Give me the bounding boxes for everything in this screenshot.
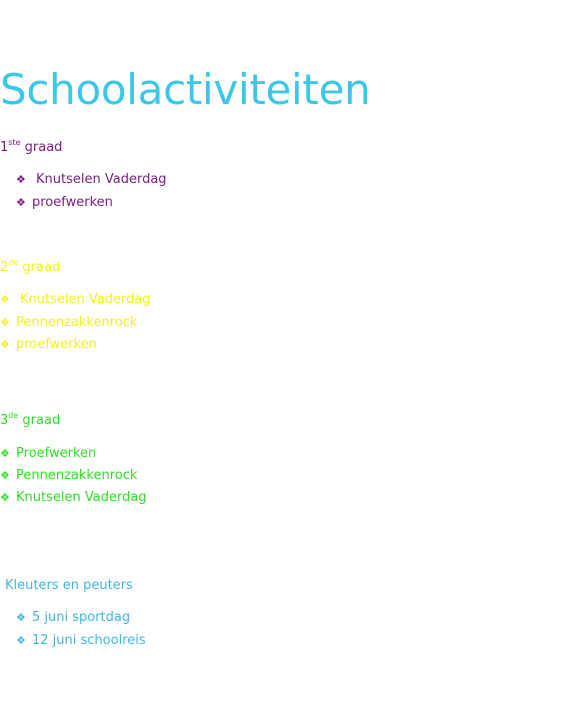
section-1-item-2 (16, 195, 113, 211)
section-2-number: 2 (0, 260, 9, 275)
list-item-text: Pennenzakkenrock (16, 468, 138, 483)
section-2-item-1 (0, 292, 151, 308)
diamond-bullet-icon: ❖ (16, 611, 26, 624)
section-3-number: 3 (0, 413, 9, 428)
diamond-bullet-icon: ❖ (0, 491, 10, 504)
section-2-item-2 (0, 315, 137, 331)
list-item-text: 12 juni schoolreis (32, 633, 146, 648)
diamond-bullet-icon: ❖ (0, 447, 10, 460)
list-item-text: Proefwerken (16, 446, 97, 461)
list-item-text: Knutselen Vaderdag (16, 490, 147, 505)
diamond-bullet-icon: ❖ (0, 316, 10, 329)
section-3-item-3 (0, 490, 147, 506)
section-1-label: graad (24, 140, 63, 155)
diamond-bullet-icon: ❖ (16, 196, 26, 209)
section-3-suffix: de (8, 411, 19, 420)
diamond-bullet-icon: ❖ (0, 469, 10, 482)
diamond-bullet-icon: ❖ (16, 634, 26, 647)
section-1-heading (0, 140, 62, 156)
section-3-item-1 (0, 446, 96, 462)
section-2-item-3 (0, 337, 97, 353)
section-4-heading (5, 578, 133, 594)
list-item-text: Pennenzakkenrock (16, 315, 138, 330)
section-3-heading (0, 413, 60, 429)
section-1-item-1 (16, 172, 167, 188)
diamond-bullet-icon: ❖ (16, 173, 26, 186)
section-2-suffix: de (8, 258, 19, 267)
list-item-text: Knutselen Vaderdag (20, 292, 151, 307)
list-item-text: Knutselen Vaderdag (36, 172, 167, 187)
diamond-bullet-icon: ❖ (0, 338, 10, 351)
section-3-item-2 (0, 468, 137, 484)
page-title: Schoolactiviteiten (0, 65, 371, 114)
list-item-text: proefwerken (16, 337, 97, 352)
diamond-bullet-icon: ❖ (0, 293, 10, 306)
section-2-heading (0, 260, 60, 276)
section-1-suffix: ste (8, 138, 21, 147)
section-1-number: 1 (0, 140, 9, 155)
section-2-label: graad (22, 260, 61, 275)
section-4-item-2 (16, 633, 146, 649)
list-item-text: 5 juni sportdag (32, 610, 131, 625)
section-4-item-1 (16, 610, 130, 626)
section-4-label: Kleuters en peuters (5, 578, 133, 593)
list-item-text: proefwerken (32, 195, 113, 210)
section-3-label: graad (22, 413, 61, 428)
